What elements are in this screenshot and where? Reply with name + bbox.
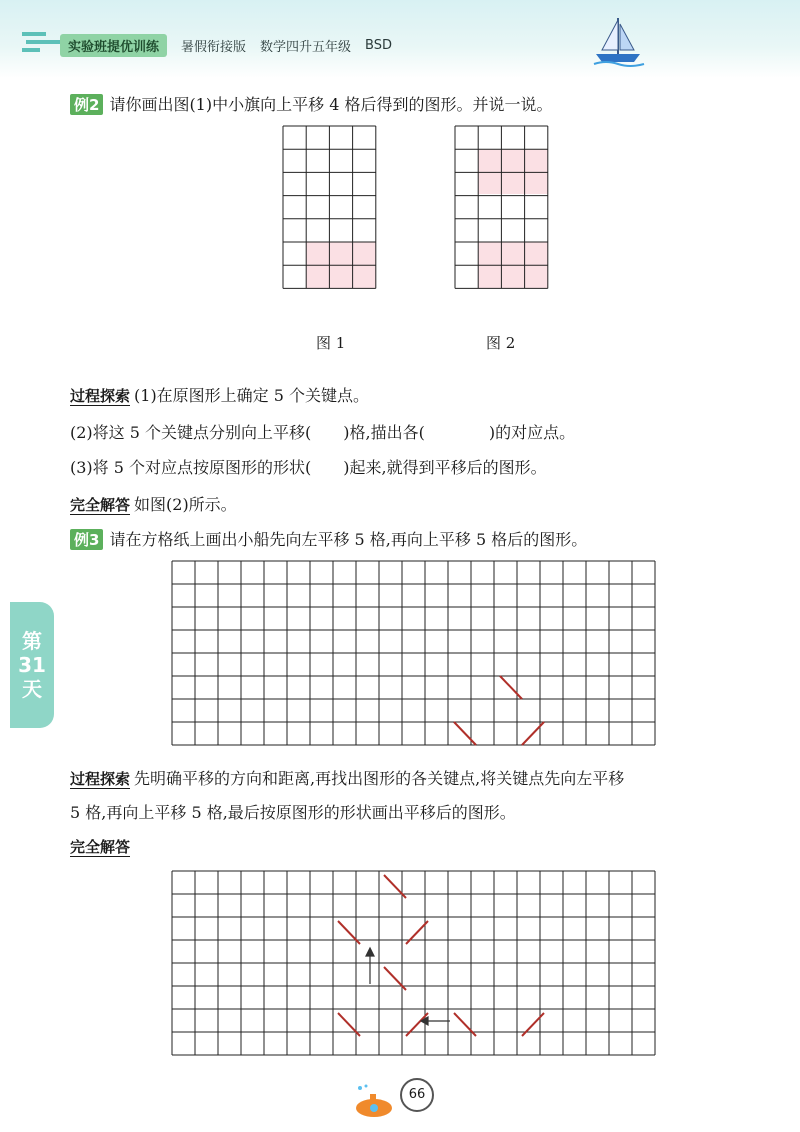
day-tab	[10, 602, 54, 728]
figure1-caption: 图 1	[316, 334, 346, 352]
answer1-text: 如图(2)所示。	[134, 495, 237, 514]
explore2-line2: 5 格,再向上平移 5 格,最后按原图形的形状画出平移后的图形。	[70, 803, 516, 822]
page-number: 66	[400, 1078, 434, 1112]
explore2-line1	[70, 766, 624, 789]
figure2-caption: 图 2	[486, 334, 516, 352]
explore1-tag: 过程探索	[70, 387, 131, 405]
boat-grid	[170, 560, 666, 752]
up-arrowhead-icon	[366, 948, 374, 956]
logo-icon	[22, 30, 62, 54]
explore2-tag: 过程探索	[70, 770, 131, 788]
answer-grid	[170, 870, 666, 1062]
boat-grid-lines	[172, 561, 655, 745]
answer1	[70, 492, 237, 515]
sailboat-icon	[592, 14, 646, 68]
submarine-icon	[350, 1082, 400, 1122]
answer2	[70, 836, 134, 857]
figure1-grid	[280, 124, 382, 318]
day-tab-line1: 第	[22, 629, 42, 653]
day-tab-line3: 天	[22, 677, 42, 701]
page-header	[0, 0, 800, 78]
example3-text: 请在方格纸上画出小船先向左平移 5 格,再向上平移 5 格后的图形。	[109, 530, 588, 549]
course: 数学四升五年级	[260, 39, 352, 55]
example2-text: 请你画出图(1)中小旗向上平移 4 格后得到的图形。并说一说。	[109, 95, 553, 114]
day-tab-line2: 31	[18, 653, 46, 677]
example2-question	[70, 92, 552, 115]
figure2-grid	[452, 124, 554, 318]
edition: 暑假衔接版	[181, 39, 247, 55]
header-bar	[60, 34, 392, 56]
series-title: 实验班提优训练	[60, 34, 167, 57]
example2-label: 例2	[70, 94, 103, 115]
publisher: BSD	[365, 37, 392, 53]
explore1-step1	[70, 383, 369, 406]
boat-shape	[454, 676, 544, 745]
example3-label: 例3	[70, 529, 103, 550]
translated-flag-shape	[478, 149, 548, 194]
answer2-tag: 完全解答	[70, 838, 131, 856]
example3-question	[70, 527, 587, 550]
explore1-step1-text: (1)在原图形上确定 5 个关键点。	[134, 386, 370, 405]
explore1-step3: (3)将 5 个对应点按原图形的形状( )起来,就得到平移后的图形。	[70, 458, 547, 477]
explore2-text1: 先明确平移的方向和距离,再找出图形的各关键点,将关键点先向左平移	[134, 769, 625, 788]
explore1-step2: (2)将这 5 个关键点分别向上平移( )格,描出各( )的对应点。	[70, 423, 576, 442]
answer1-tag: 完全解答	[70, 496, 131, 514]
